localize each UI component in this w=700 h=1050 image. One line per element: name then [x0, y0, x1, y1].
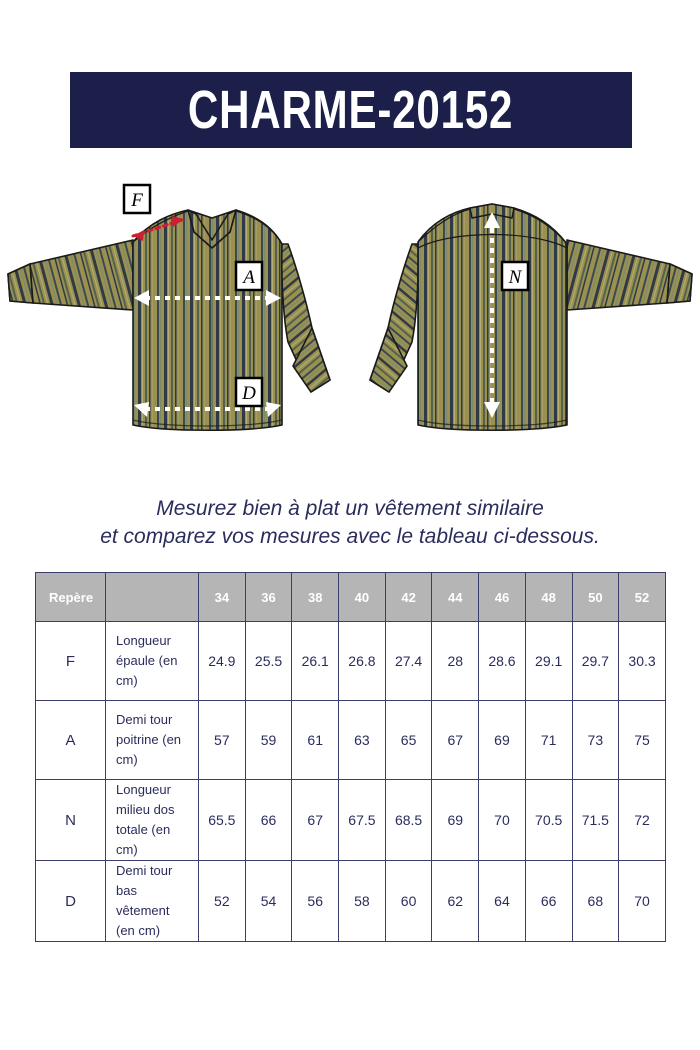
row-value: 25.5 — [245, 622, 292, 701]
row-value: 28 — [432, 622, 479, 701]
header-size-34: 34 — [199, 573, 246, 622]
row-value: 67 — [432, 701, 479, 780]
front-left-cuff — [8, 264, 33, 303]
size-chart-table — [35, 572, 666, 942]
header-size-38: 38 — [292, 573, 339, 622]
row-value: 68.5 — [385, 780, 432, 861]
row-value: 27.4 — [385, 622, 432, 701]
header-size-42: 42 — [385, 573, 432, 622]
row-value: 26.1 — [292, 622, 339, 701]
row-marker: N — [36, 780, 106, 861]
row-value: 61 — [292, 701, 339, 780]
header-size-46: 46 — [479, 573, 526, 622]
row-value: 70 — [619, 861, 666, 942]
back-right-cuff — [667, 264, 692, 303]
marker-label-N-text: N — [508, 267, 522, 288]
shirt-front-view — [8, 210, 330, 430]
header-size-44: 44 — [432, 573, 479, 622]
row-value: 58 — [339, 861, 386, 942]
table-row — [36, 861, 666, 942]
instruction-line-2: et comparez vos mesures avec le tableau ci-dessous. — [100, 525, 600, 548]
row-value: 29.7 — [572, 622, 619, 701]
marker-label-D-text: D — [242, 383, 256, 404]
marker-label-N — [502, 262, 528, 290]
header-size-36: 36 — [245, 573, 292, 622]
row-value: 52 — [199, 861, 246, 942]
row-value: 60 — [385, 861, 432, 942]
row-value: 57 — [199, 701, 246, 780]
row-value: 71 — [525, 701, 572, 780]
marker-label-A-text: A — [243, 267, 255, 288]
table-header-row — [36, 573, 666, 622]
instruction-line-1: Mesurez bien à plat un vêtement similaire — [156, 497, 544, 520]
row-value: 69 — [432, 780, 479, 861]
garment-illustration — [0, 170, 700, 450]
marker-label-A — [236, 262, 262, 290]
table-row — [36, 780, 666, 861]
row-value: 71.5 — [572, 780, 619, 861]
row-value: 67 — [292, 780, 339, 861]
header-size-40: 40 — [339, 573, 386, 622]
row-value: 63 — [339, 701, 386, 780]
marker-label-F-text: F — [131, 190, 143, 211]
row-value: 64 — [479, 861, 526, 942]
row-value: 65 — [385, 701, 432, 780]
row-value: 54 — [245, 861, 292, 942]
row-value: 66 — [245, 780, 292, 861]
row-value: 66 — [525, 861, 572, 942]
row-value: 30.3 — [619, 622, 666, 701]
header-size-48: 48 — [525, 573, 572, 622]
row-value: 56 — [292, 861, 339, 942]
row-description: Longueur épaule (en cm) — [106, 622, 199, 701]
marker-label-F — [124, 185, 150, 213]
row-value: 65.5 — [199, 780, 246, 861]
row-value: 62 — [432, 861, 479, 942]
row-value: 70 — [479, 780, 526, 861]
row-value: 26.8 — [339, 622, 386, 701]
row-marker: D — [36, 861, 106, 942]
row-value: 70.5 — [525, 780, 572, 861]
instructions — [0, 495, 700, 551]
table-row — [36, 701, 666, 780]
header-size-52: 52 — [619, 573, 666, 622]
row-marker: F — [36, 622, 106, 701]
row-value: 24.9 — [199, 622, 246, 701]
row-marker: A — [36, 701, 106, 780]
shirt-back-view — [370, 204, 692, 430]
row-description: Demi tour bas vêtement (en cm) — [106, 861, 199, 942]
row-value: 72 — [619, 780, 666, 861]
row-value: 75 — [619, 701, 666, 780]
back-body — [418, 204, 567, 430]
row-value: 67.5 — [339, 780, 386, 861]
row-value: 28.6 — [479, 622, 526, 701]
row-value: 68 — [572, 861, 619, 942]
table-row — [36, 622, 666, 701]
row-value: 29.1 — [525, 622, 572, 701]
row-value: 73 — [572, 701, 619, 780]
title-banner — [70, 72, 632, 148]
row-description: Longueur milieu dos totale (en cm) — [106, 780, 199, 861]
marker-label-D — [236, 378, 262, 406]
row-value: 59 — [245, 701, 292, 780]
header-size-50: 50 — [572, 573, 619, 622]
page-title: CHARME-20152 — [188, 80, 514, 140]
row-description: Demi tour poitrine (en cm) — [106, 701, 199, 780]
row-value: 69 — [479, 701, 526, 780]
header-description — [106, 573, 199, 622]
header-repere: Repère — [36, 573, 106, 622]
